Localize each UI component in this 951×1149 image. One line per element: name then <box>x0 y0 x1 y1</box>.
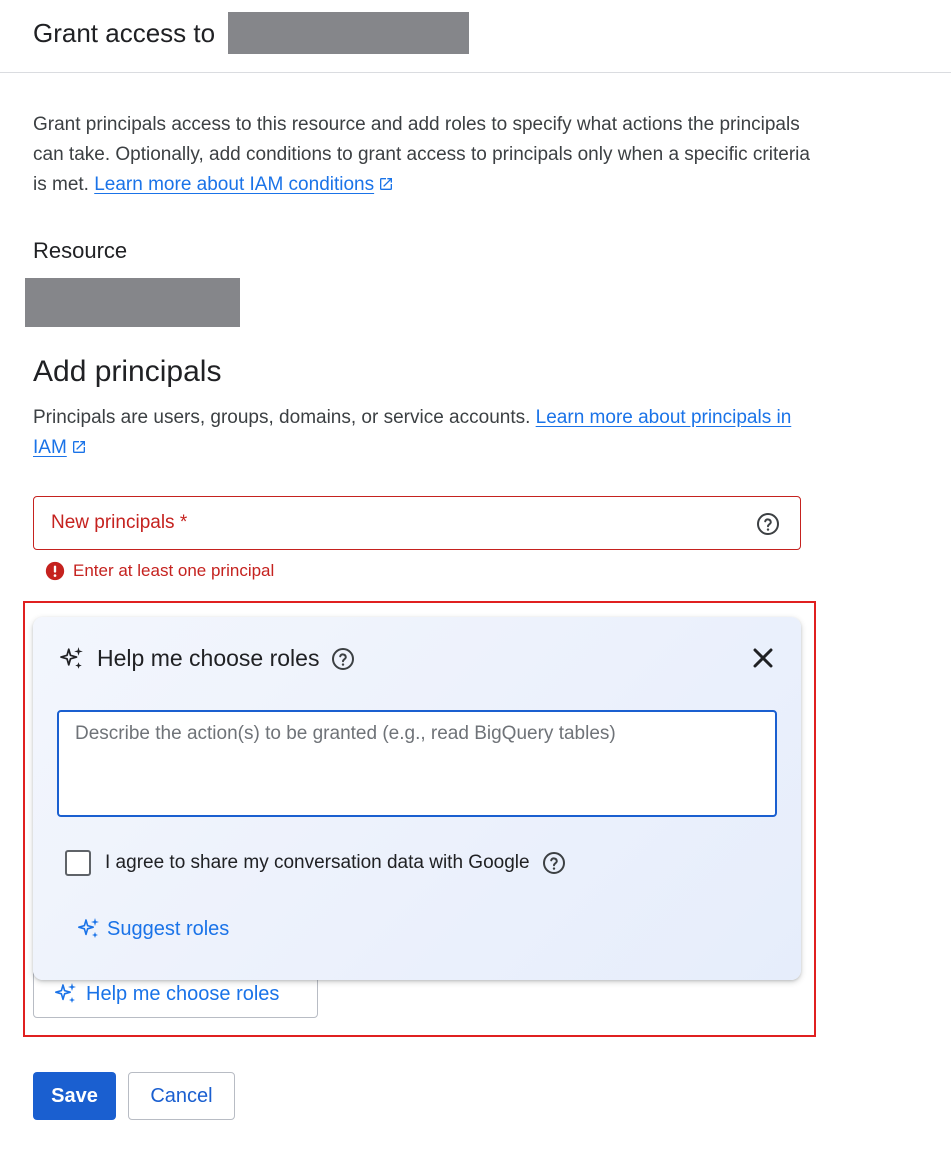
principals-description <box>33 403 793 463</box>
open-in-new-icon <box>71 439 87 455</box>
resource-label: Resource <box>33 238 128 263</box>
open-in-new-icon <box>378 176 394 192</box>
add-principals-heading: Add principals <box>33 355 222 388</box>
close-icon[interactable] <box>751 646 775 670</box>
panel-header <box>59 645 355 672</box>
page-title: Grant access to <box>33 18 216 48</box>
redacted-resource-value <box>25 278 240 327</box>
sparkle-icon <box>59 646 85 672</box>
sparkle-icon <box>77 917 101 941</box>
intro-text: Grant principals access to this resource and add roles to specify what actions the principals can take. Optionally, add conditions to grant access to principals only when a specific criteria is met. <box>33 114 810 195</box>
cancel-button[interactable]: Cancel <box>128 1072 235 1120</box>
redacted-resource-name <box>228 12 469 54</box>
new-principals-label: New principals * <box>51 512 188 533</box>
principals-error-text: Enter at least one principal <box>73 561 275 580</box>
describe-actions-input[interactable] <box>57 710 777 817</box>
help-me-choose-roles-label: Help me choose roles <box>86 982 280 1005</box>
suggest-roles-label: Suggest roles <box>107 917 230 940</box>
save-button[interactable]: Save <box>33 1072 116 1120</box>
iam-conditions-link[interactable]: Learn more about IAM conditions <box>94 174 375 195</box>
agree-label: I agree to share my conversation data with Google <box>105 852 530 873</box>
help-circle-icon[interactable] <box>756 512 780 536</box>
suggest-roles-button[interactable] <box>77 917 229 941</box>
sparkle-icon <box>54 982 78 1006</box>
principals-error <box>45 561 274 581</box>
agree-row <box>65 850 566 876</box>
help-circle-icon[interactable] <box>542 851 566 875</box>
new-principals-input[interactable] <box>33 496 801 550</box>
error-icon <box>45 561 65 581</box>
intro-paragraph <box>33 110 823 200</box>
help-circle-icon[interactable] <box>331 647 355 671</box>
agree-checkbox[interactable] <box>65 850 91 876</box>
principals-description-text: Principals are users, groups, domains, or service accounts. <box>33 407 531 428</box>
principals-learn-more-link[interactable]: Learn more about principals in IAM <box>33 407 792 458</box>
panel-title: Help me choose roles <box>97 645 320 671</box>
help-me-choose-roles-panel <box>33 617 801 980</box>
page-header <box>0 0 951 73</box>
